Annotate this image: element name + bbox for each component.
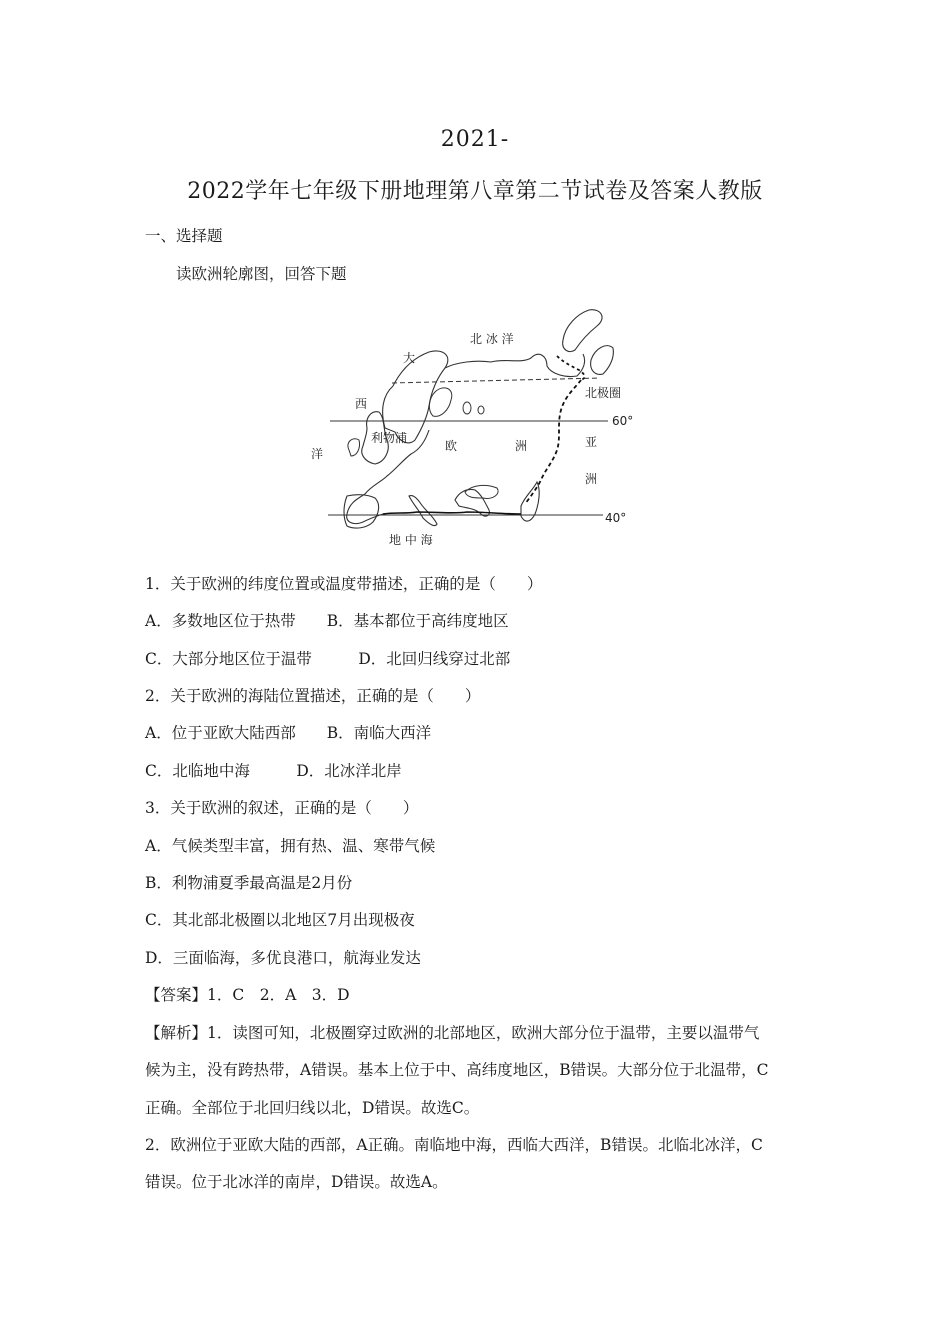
title-line-2: 2022学年七年级下册地理第八章第二节试卷及答案人教版 — [187, 179, 763, 204]
north-russia-coast — [445, 354, 585, 377]
section-heading: 一、选择题 — [145, 227, 223, 245]
intro-text: 读欧洲轮廓图，回答下题 — [176, 265, 347, 283]
answer-key: 【答案】1．C 2．A 3．D — [145, 986, 350, 1004]
analysis-line-1: 【解析】1．读图可知，北极圈穿过欧洲的北部地区，欧洲大部分位于温带，主要以温带气 — [145, 1024, 760, 1042]
question-2-stem: 2．关于欧洲的海陆位置描述，正确的是（ ） — [145, 687, 481, 705]
question-3-option-d: D．三面临海，多优良港口，航海业发达 — [145, 949, 421, 967]
question-1-stem: 1．关于欧洲的纬度位置或温度带描述，正确的是（ ） — [145, 575, 543, 593]
question-3-option-c: C．其北部北极圈以北地区7月出现极夜 — [145, 911, 415, 929]
label-yang: 洋 — [311, 447, 324, 461]
ireland-outline — [348, 439, 360, 456]
label-liverpool: 利物浦 — [371, 431, 408, 445]
question-3-option-b: B．利物浦夏季最高温是2月份 — [145, 874, 353, 892]
question-1-options-row-2: C．大部分地区位于温带 D．北回归线穿过北部 — [145, 650, 511, 668]
label-lat-40: 40° — [605, 511, 627, 525]
south-coast — [383, 512, 521, 514]
label-mediterranean: 地 中 海 — [389, 533, 433, 547]
label-zhou-1: 洲 — [515, 439, 528, 453]
label-ou: 欧 — [445, 439, 458, 453]
question-1-options-row-1: A．多数地区位于热带 B．基本都位于高纬度地区 — [145, 612, 509, 630]
label-da: 大 — [403, 351, 416, 365]
baltic-outline — [429, 388, 451, 416]
label-arctic-ocean: 北 冰 洋 — [470, 332, 514, 346]
title-line-1: 2021- — [440, 127, 510, 152]
italy-outline — [409, 495, 437, 525]
label-lat-60: 60° — [612, 414, 634, 428]
novaya-zemlya-outline — [563, 310, 602, 352]
question-3-stem: 3．关于欧洲的叙述，正确的是（ ） — [145, 799, 419, 817]
label-zhou-2: 洲 — [585, 472, 598, 486]
yamal-outline — [591, 346, 614, 375]
analysis-line-4: 2．欧洲位于亚欧大陆的西部，A正确。南临地中海，西临大西洋，B错误。北临北冰洋，C — [145, 1136, 763, 1154]
question-2-options-row-1: A．位于亚欧大陆西部 B．南临大西洋 — [145, 724, 432, 742]
question-3-option-a: A．气候类型丰富，拥有热、温、寒带气候 — [145, 837, 436, 855]
question-2-options-row-2: C．北临地中海 D．北冰洋北岸 — [145, 762, 402, 780]
scandinavia-outline — [383, 351, 448, 443]
label-ya: 亚 — [585, 435, 598, 449]
arctic-circle-line — [392, 378, 600, 383]
ural-boundary — [525, 380, 581, 504]
label-xi: 西 — [355, 397, 368, 411]
analysis-line-5: 错误。位于北冰洋的南岸，D错误。故选A。 — [145, 1173, 448, 1191]
analysis-line-3: 正确。全部位于北回归线以北，D错误。故选C。 — [145, 1099, 480, 1117]
europe-outline-map — [311, 300, 655, 550]
label-arctic-circle: 北极圈 — [585, 386, 622, 400]
analysis-line-2: 候为主，没有跨热带，A错误。基本上位于中、高纬度地区，B错误。大部分位于北温带，C — [145, 1061, 769, 1079]
